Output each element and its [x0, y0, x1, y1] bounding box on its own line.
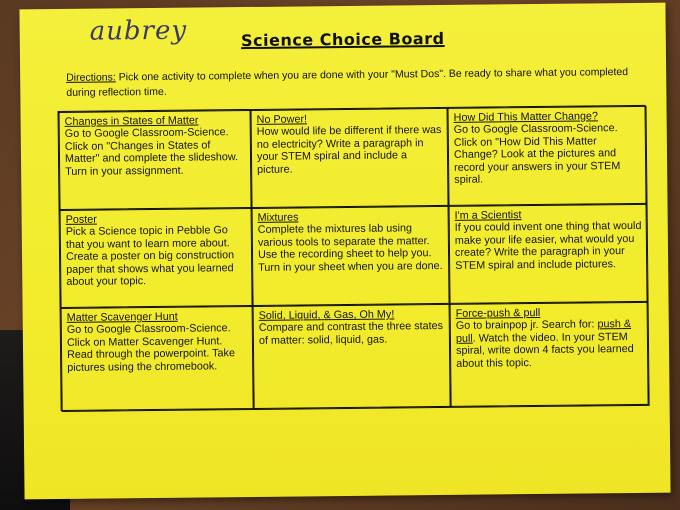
cell-how-did-matter-change: [448, 106, 648, 206]
cell-body: Compare and contrast the three states of matter: solid, liquid, gas.: [258, 320, 444, 347]
cell-title: How Did This Matter Change?: [453, 110, 599, 124]
cell-body: Pick a Science topic in Pebble Go that you want to learn more about. Create a poster on big construction paper that shows what you learned about your topic.: [65, 224, 235, 288]
cell-body: Go to Google Classroom-Science. Click on Matter Scavenger Hunt. Read through the powerpoint. Take pictures using the chromebook.: [66, 322, 236, 374]
cell-body: How would life be different if there was no electricity? Write a paragraph in your STEM spiral and include a picture.: [256, 124, 442, 176]
cell-title: Mixtures: [257, 211, 299, 224]
cell-matter-scavenger-hunt: [61, 306, 254, 412]
cell-body: Go to Google Classroom-Science. Click on "How Did This Matter Change? Look at the pictures and record your answers in your STEM spiral.: [453, 122, 621, 186]
cell-mixtures: [252, 206, 450, 306]
search-term: push & pull: [455, 318, 632, 345]
directions-text: Pick one activity to complete when you are done with your "Must Dos". Be ready to share what you completed during reflection time.: [66, 66, 629, 99]
board-title-text: Science Choice Board: [240, 28, 445, 51]
cell-body: Go to Google Classroom-Science. Click on "Changes in States of Matter" and complete the slideshow. Turn in your assignment.: [64, 126, 239, 178]
cell-body-pre: Go to brainpop jr. Search for:: [455, 318, 598, 333]
cell-title: Solid, Liquid, & Gas, Oh My!: [258, 308, 395, 322]
cell-title: I'm a Scientist: [454, 209, 522, 222]
cell-title: Matter Scavenger Hunt: [66, 310, 178, 324]
cell-im-a-scientist: [449, 204, 649, 304]
cell-title: Poster: [65, 213, 97, 226]
cell-title: Changes in States of Matter: [64, 114, 199, 128]
directions: [66, 65, 646, 101]
cell-body: If you could invent one thing that would make your life easier, what would you create? Write the paragraph in your STEM spiral and include pictures.: [454, 220, 642, 272]
cell-body: Complete the mixtures lab using various tools to separate the matter. Use the recording sheet to help you. Turn in your sheet when you are done.: [257, 222, 443, 274]
cell-force-push-pull: [450, 302, 650, 408]
cell-body-post: . Watch the video. In your STEM spiral, write down 4 facts you learned about this topic.: [455, 330, 634, 370]
cell-poster: [60, 208, 253, 308]
choice-grid: [58, 105, 649, 411]
choice-board-paper: [19, 3, 670, 500]
handwritten-signature: aubrey: [89, 15, 188, 47]
directions-label: Directions:: [66, 71, 116, 84]
cell-solid-liquid-gas: [253, 304, 451, 410]
cell-no-power: [251, 108, 449, 208]
cell-title: No Power!: [256, 113, 308, 126]
cell-title: Force-push & pull: [455, 306, 541, 320]
cell-changes-in-states: [59, 110, 252, 210]
